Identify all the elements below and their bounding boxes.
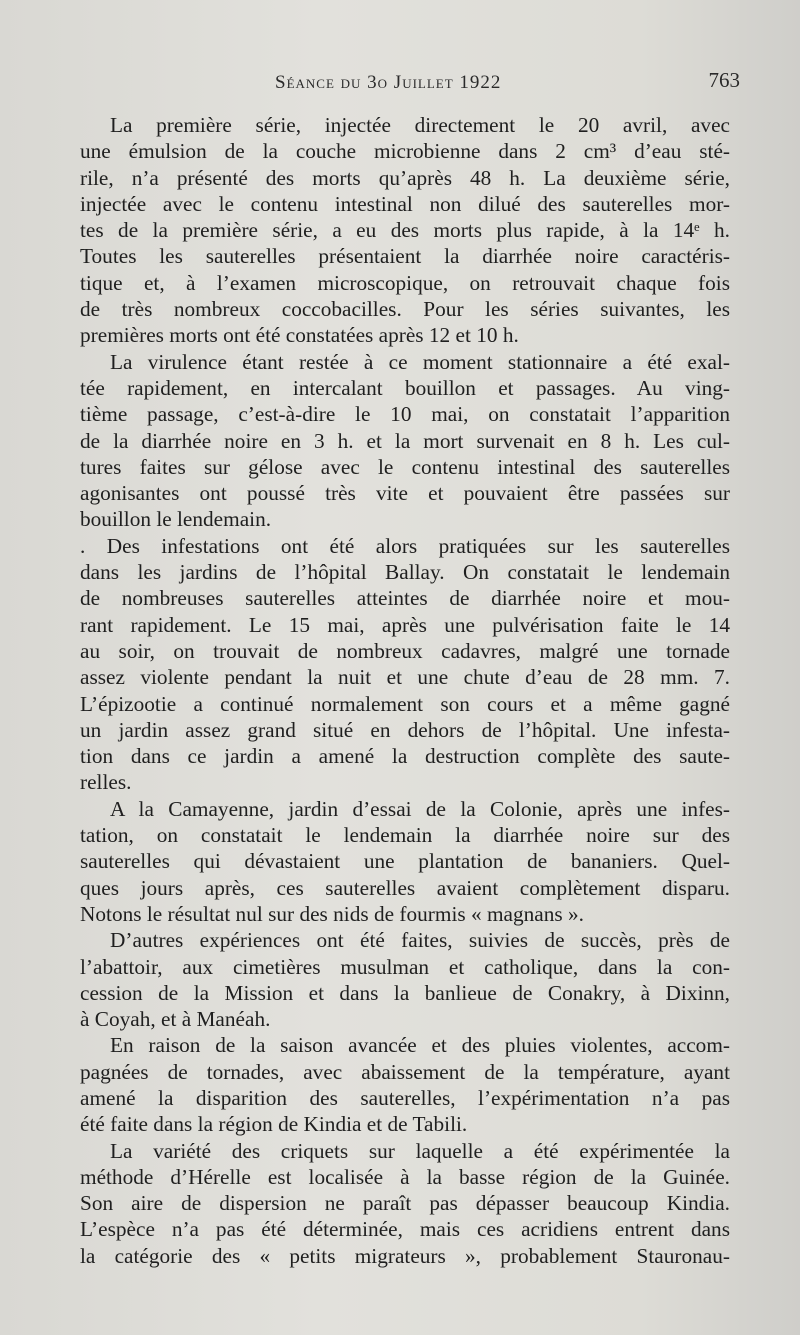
text-line: de très nombreux coccobacilles. Pour les séries suivantes, les xyxy=(80,297,730,322)
text-line: D’autres expériences ont été faites, suivies de succès, près de xyxy=(110,928,730,953)
text-line: pagnées de tornades, avec abaissement de la température, ayant xyxy=(80,1059,730,1084)
text-line: agonisantes ont poussé très vite et pouvaient être passées sur xyxy=(80,481,730,506)
text-line: de nombreuses sauterelles atteintes de diarrhée noire et mou- xyxy=(80,586,730,611)
text-line: la catégorie des « petits migrateurs », probablement Stauronau- xyxy=(80,1243,730,1268)
text-line: Notons le résultat nul sur des nids de fourmis « magnans ». xyxy=(80,901,584,926)
text-line: dans les jardins de l’hôpital Ballay. On constatait le lendemain xyxy=(80,560,730,585)
text-line: l’abattoir, aux cimetières musulman et catholique, dans la con- xyxy=(80,954,730,979)
text-line: tation, on constatait le lendemain la diarrhée noire sur des xyxy=(80,823,730,848)
body-text xyxy=(80,112,730,1269)
text-line: tion dans ce jardin a amené la destruction complète des saute- xyxy=(80,744,730,769)
text-line: premières morts ont été constatées après 12 et 10 h. xyxy=(80,323,519,348)
text-line: L’épizootie a continué normalement son cours et a même gagné xyxy=(80,691,730,716)
text-line: cession de la Mission et dans la banlieue de Conakry, à Dixinn, xyxy=(80,980,730,1005)
text-line: tique et, à l’examen microscopique, on retrouvait chaque fois xyxy=(80,270,730,295)
text-line: ques jours après, ces sauterelles avaient complètement disparu. xyxy=(80,875,730,900)
text-line: rant rapidement. Le 15 mai, après une pulvérisation faite le 14 xyxy=(80,612,730,637)
text-line: La première série, injectée directement le 20 avril, avec xyxy=(110,113,730,137)
text-line: tième passage, c’est-à-dire le 10 mai, on constatait l’apparition xyxy=(80,402,730,427)
text-line: L’espèce n’a pas été déterminée, mais ces acridiens entrent dans xyxy=(80,1217,730,1242)
text-line: tée rapidement, en intercalant bouillon et passages. Au ving- xyxy=(80,375,730,400)
text-line: de la diarrhée noire en 3 h. et la mort survenait en 8 h. Les cul- xyxy=(80,428,730,453)
text-line: rile, n’a présenté des morts qu’après 48 h. La deuxième série, xyxy=(80,165,730,190)
text-line: injectée avec le contenu intestinal non dilué des sauterelles mor- xyxy=(80,191,730,216)
text-line: au soir, on trouvait de nombreux cadavres, malgré une tornade xyxy=(80,638,730,663)
text-line: un jardin assez grand situé en dehors de l’hôpital. Une infesta- xyxy=(80,717,730,742)
page-number: 763 xyxy=(708,68,740,92)
text-line: La variété des criquets sur laquelle a été expérimentée la xyxy=(110,1138,730,1163)
text-line: Son aire de dispersion ne paraît pas dépasser beaucoup Kindia. xyxy=(80,1191,730,1216)
text-line: . Des infestations ont été alors pratiquées sur les sauterelles xyxy=(80,533,730,558)
text-line: tures faites sur gélose avec le contenu intestinal des sauterelles xyxy=(80,454,730,479)
text-line: bouillon le lendemain. xyxy=(80,507,272,532)
text-line: été faite dans la région de Kindia et de Tabili. xyxy=(80,1112,468,1137)
text-line: assez violente pendant la nuit et une chute d’eau de 28 mm. 7. xyxy=(80,665,730,690)
text-line: relles. xyxy=(80,770,132,795)
text-line: tes de la première série, a eu des morts plus rapide, à la 14ᵉ h. xyxy=(80,218,730,243)
text-line: méthode d’Hérelle est localisée à la basse région de la Guinée. xyxy=(80,1164,730,1189)
text-line: A la Camayenne, jardin d’essai de la Colonie, après une infes- xyxy=(110,796,730,821)
text-line: Toutes les sauterelles présentaient la diarrhée noire caractéris- xyxy=(80,244,730,269)
page-header xyxy=(80,68,740,102)
text-line: La virulence étant restée à ce moment stationnaire a été exal- xyxy=(110,349,730,374)
text-line: En raison de la saison avancée et des pluies violentes, accom- xyxy=(110,1033,730,1058)
text-line: sauterelles qui dévastaient une plantation de bananiers. Quel- xyxy=(80,849,730,874)
text-line: à Coyah, et à Manéah. xyxy=(80,1007,271,1032)
text-line: amené la disparition des sauterelles, l’expérimentation n’a pas xyxy=(80,1085,730,1110)
running-title: Séance du 3o Juillet 1922 xyxy=(275,72,502,93)
text-line: une émulsion de la couche microbienne dans 2 cm³ d’eau sté- xyxy=(80,139,730,164)
